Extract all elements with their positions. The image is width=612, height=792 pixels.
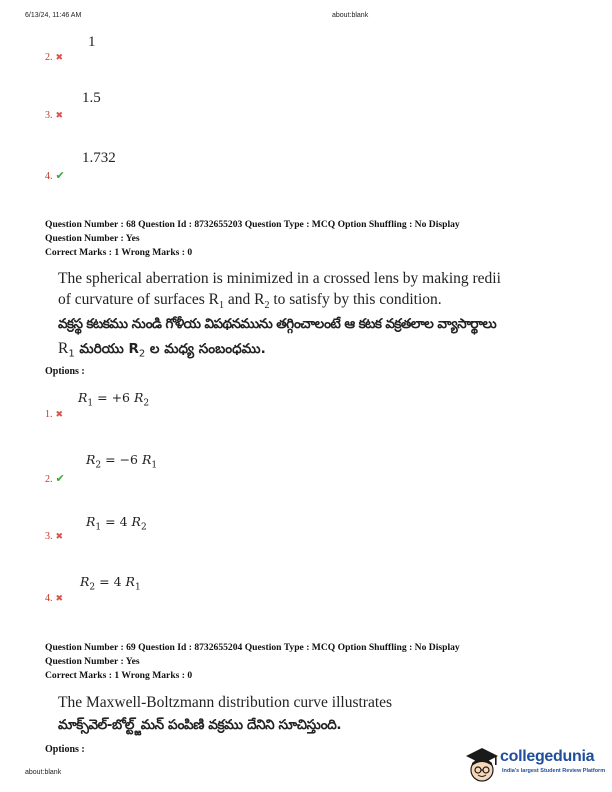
option-2-number <box>45 472 65 485</box>
subscript: 2 <box>89 582 96 593</box>
prev-option-value-2: 1 <box>88 34 96 50</box>
logo-tagline: India's largest Student Review Platform <box>502 768 606 774</box>
options-label: Options : <box>45 366 85 377</box>
formula-var: R <box>86 452 96 467</box>
subscript: 1 <box>134 582 141 593</box>
text-run: ల మధ్య సంబంధము. <box>145 341 266 357</box>
formula-op: = 4 <box>95 574 126 589</box>
wrong-icon: ✖ <box>55 531 64 541</box>
option-number: 3. <box>45 531 53 542</box>
check-icon: ✔ <box>55 170 65 182</box>
text-run: to satisfy by this condition. <box>269 291 442 308</box>
subscript: 2 <box>138 348 146 360</box>
logo-name: collegedunia <box>500 748 595 765</box>
print-url: about:blank <box>332 12 369 19</box>
subscript: 1 <box>95 522 102 533</box>
option-1-formula <box>78 390 149 409</box>
option-3-number <box>45 531 63 542</box>
formula-var: R <box>131 514 141 529</box>
options-label: Options : <box>45 744 85 755</box>
subscript: 2 <box>95 460 102 471</box>
question-meta-line: Correct Marks : 1 Wrong Marks : 0 <box>45 247 193 258</box>
question-meta-line: Question Number : 68 Question Id : 8732655203 Question Type : MCQ Option Shuffling : No Display <box>45 219 460 230</box>
subscript: 1 <box>151 460 158 471</box>
subscript: 1 <box>218 300 224 312</box>
option-4-number <box>45 593 63 604</box>
prev-option-number-3 <box>45 110 63 121</box>
prev-option-value-3: 1.5 <box>82 90 101 106</box>
option-number: 1. <box>45 409 53 420</box>
question-68-text-te-1: వక్రస్థ కటకము నుండి గోళీయ విపథనమును తగ్గించాలంటే ఆ కటక వక్రతలాల వ్యాసార్థాలు <box>58 316 497 332</box>
text-run: and R <box>223 291 265 308</box>
wrong-icon: ✖ <box>55 593 64 603</box>
subscript: 2 <box>264 300 270 312</box>
option-1-number <box>45 409 63 420</box>
subscript: 2 <box>140 522 147 533</box>
formula-var: R <box>141 452 152 467</box>
wrong-icon: ✖ <box>55 52 64 62</box>
prev-option-number-2 <box>45 52 63 63</box>
text-run: of curvature of surfaces R <box>58 291 219 308</box>
subscript: 2 <box>143 398 150 409</box>
formula-var: R <box>78 390 88 405</box>
option-3-formula <box>86 514 147 533</box>
formula-var: R <box>125 574 135 589</box>
mascot-icon <box>462 744 502 784</box>
formula-var: R <box>133 390 144 405</box>
wrong-icon: ✖ <box>55 110 64 120</box>
option-number: 2. <box>45 52 53 63</box>
subscript: 1 <box>68 348 75 360</box>
option-4-formula <box>80 574 141 593</box>
print-datetime: 6/13/24, 11:46 AM <box>25 12 82 19</box>
question-meta-line: Correct Marks : 1 Wrong Marks : 0 <box>45 670 193 681</box>
formula-var: R <box>86 514 96 529</box>
option-number: 2. <box>45 474 53 485</box>
question-meta-line: Question Number : Yes <box>45 233 140 244</box>
formula-op: = −6 <box>101 452 142 467</box>
formula-op: = +6 <box>93 390 134 405</box>
formula-var: R <box>80 574 90 589</box>
footer-url: about:blank <box>25 769 62 776</box>
question-meta-line: Question Number : Yes <box>45 656 140 667</box>
formula-op: = 4 <box>101 514 132 529</box>
option-number: 3. <box>45 110 53 121</box>
prev-option-number-4 <box>45 169 65 182</box>
prev-option-value-4: 1.732 <box>82 150 116 166</box>
question-69-text-en: The Maxwell-Boltzmann distribution curve illustrates <box>58 694 393 711</box>
collegedunia-logo <box>462 744 610 784</box>
text-run: మరియు R <box>74 341 139 357</box>
check-icon: ✔ <box>55 473 65 485</box>
question-meta-line: Question Number : 69 Question Id : 8732655204 Question Type : MCQ Option Shuffling : No Display <box>45 642 460 653</box>
text-run: R <box>58 340 69 357</box>
question-69-meta <box>45 641 460 683</box>
option-number: 4. <box>45 593 53 604</box>
option-number: 4. <box>45 171 53 182</box>
question-68-text-en-1: The spherical aberration is minimized in a crossed lens by making redii <box>58 270 501 287</box>
question-68-text-te-2 <box>58 338 266 365</box>
question-68-text-en-2 <box>58 289 442 316</box>
subscript: 1 <box>87 398 94 409</box>
question-69-text-te: మాక్స్‌వెల్-బోల్ట్జ్‌మన్ పంపిణి వక్రము దేనిని సూచిస్తుంది. <box>58 717 342 733</box>
question-68-meta <box>45 218 460 260</box>
wrong-icon: ✖ <box>55 409 64 419</box>
option-2-formula <box>86 452 157 471</box>
